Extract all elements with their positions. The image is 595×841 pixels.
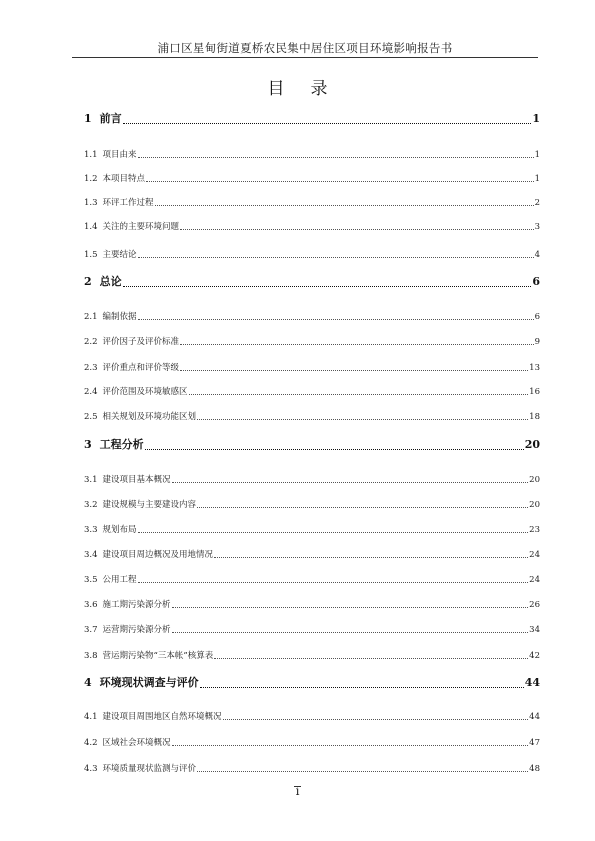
toc-dot-leader <box>123 123 532 124</box>
toc-section-entry[interactable] <box>84 649 540 661</box>
toc-entry-title: 评价因子及评价标准 <box>102 337 180 347</box>
toc-entry-number: 3.1 <box>84 475 98 485</box>
toc-dot-leader <box>200 687 524 688</box>
toc-entry-title: 编制依据 <box>102 312 137 322</box>
toc-dot-leader <box>180 229 534 230</box>
toc-section-entry[interactable] <box>84 523 540 535</box>
toc-entry-title: 营运期污染物“三本帐”核算表 <box>102 651 214 661</box>
toc-title: 目录 <box>267 79 354 99</box>
toc-entry-title: 工程分析 <box>99 438 144 451</box>
toc-entry-page: 44 <box>529 712 540 722</box>
toc-entry-number: 4.3 <box>84 764 98 774</box>
toc-entry-title: 环评工作过程 <box>102 198 154 208</box>
toc-entry-page: 20 <box>529 475 540 485</box>
toc-section-entry[interactable] <box>84 248 540 260</box>
toc-section-entry[interactable] <box>84 385 540 397</box>
toc-section-entry[interactable] <box>84 548 540 560</box>
toc-dot-leader <box>189 394 529 395</box>
toc-entry-number: 2.4 <box>84 387 98 397</box>
toc-section-entry[interactable] <box>84 410 540 422</box>
toc-entry-page: 1 <box>532 112 540 125</box>
toc-entry-page: 26 <box>529 600 540 610</box>
toc-entry-number: 1.2 <box>84 174 98 184</box>
toc-entry-title: 施工期污染源分析 <box>102 600 171 610</box>
toc-dot-leader <box>180 370 528 371</box>
toc-entry-page: 42 <box>529 651 540 661</box>
toc-entry-title: 主要结论 <box>102 250 137 260</box>
page-number: i <box>295 784 300 798</box>
toc-dot-leader <box>172 607 529 608</box>
toc-section-entry[interactable] <box>84 598 540 610</box>
toc-section-entry[interactable] <box>84 498 540 510</box>
toc-section-entry[interactable] <box>84 361 540 373</box>
toc-entry-page: 24 <box>529 550 540 560</box>
toc-entry-title: 建设项目周边概况及用地情况 <box>102 550 214 560</box>
toc-dot-leader <box>138 532 529 533</box>
toc-dot-leader <box>172 632 529 633</box>
toc-dot-leader <box>214 658 528 659</box>
toc-entry-title: 前言 <box>99 112 122 125</box>
toc-entry-title: 建设规模与主要建设内容 <box>102 500 197 510</box>
toc-section-entry[interactable] <box>84 335 540 347</box>
toc-entry-page: 44 <box>524 676 540 689</box>
toc-entry-page: 20 <box>529 500 540 510</box>
toc-entry-title: 评价范围及环境敏感区 <box>102 387 188 397</box>
toc-chapter-entry[interactable] <box>84 110 540 126</box>
toc-entry-number: 2.3 <box>84 363 98 373</box>
toc-entry-number: 3.3 <box>84 525 98 535</box>
toc-entry-title: 区域社会环境概况 <box>102 738 171 748</box>
toc-dot-leader <box>138 157 534 158</box>
toc-dot-leader <box>214 557 528 558</box>
toc-entry-title: 评价重点和评价等级 <box>102 363 180 373</box>
toc-entry-title: 环境现状调查与评价 <box>99 676 199 689</box>
toc-entry-number: 3.2 <box>84 500 98 510</box>
toc-entry-number: 1.4 <box>84 222 98 232</box>
toc-section-entry[interactable] <box>84 148 540 160</box>
toc-section-entry[interactable] <box>84 762 540 774</box>
toc-entry-title: 运营期污染源分析 <box>102 625 171 635</box>
toc-section-entry[interactable] <box>84 736 540 748</box>
toc-entry-number: 1 <box>84 112 92 125</box>
toc-entry-number: 2.2 <box>84 337 98 347</box>
toc-dot-leader <box>223 719 529 720</box>
toc-entry-page: 16 <box>529 387 540 397</box>
toc-entry-number: 3.6 <box>84 600 98 610</box>
toc-entry-number: 4 <box>84 676 92 689</box>
toc-entry-number: 4.1 <box>84 712 98 722</box>
toc-entry-page: 13 <box>529 363 540 373</box>
toc-entry-title: 建设项目基本概况 <box>102 475 171 485</box>
toc-dot-leader <box>123 286 532 287</box>
toc-dot-leader <box>172 745 529 746</box>
toc-entry-number: 2 <box>84 275 92 288</box>
toc-entry-page: 1 <box>534 174 540 184</box>
toc-section-entry[interactable] <box>84 473 540 485</box>
toc-entry-title: 环境质量现状监测与评价 <box>102 764 197 774</box>
toc-entry-number: 1.1 <box>84 150 98 160</box>
toc-entry-number: 3.7 <box>84 625 98 635</box>
toc-chapter-entry[interactable] <box>84 273 540 289</box>
toc-dot-leader <box>155 205 534 206</box>
toc-entry-page: 34 <box>529 625 540 635</box>
toc-dot-leader <box>197 507 528 508</box>
toc-dot-leader <box>172 482 529 483</box>
toc-entry-page: 6 <box>532 275 540 288</box>
page-number-overbar <box>294 786 301 787</box>
toc-entry-title: 本项目特点 <box>102 174 146 184</box>
toc-entry-page: 23 <box>529 525 540 535</box>
toc-entry-number: 3.4 <box>84 550 98 560</box>
toc-entry-number: 3 <box>84 438 92 451</box>
toc-entry-page: 6 <box>534 312 540 322</box>
toc-entry-page: 18 <box>529 412 540 422</box>
toc-dot-leader <box>138 319 534 320</box>
toc-section-entry[interactable] <box>84 172 540 184</box>
toc-entry-page: 47 <box>529 738 540 748</box>
toc-entry-page: 4 <box>534 250 540 260</box>
toc-entry-number: 2.1 <box>84 312 98 322</box>
toc-entry-number: 1.3 <box>84 198 98 208</box>
toc-entry-page: 1 <box>534 150 540 160</box>
toc-section-entry[interactable] <box>84 573 540 585</box>
toc-entry-page: 48 <box>529 764 540 774</box>
toc-dot-leader <box>138 257 534 258</box>
toc-entry-title: 规划布局 <box>102 525 137 535</box>
toc-entry-page: 3 <box>534 222 540 232</box>
toc-entry-page: 24 <box>529 575 540 585</box>
toc-dot-leader <box>197 771 528 772</box>
toc-entry-page: 2 <box>534 198 540 208</box>
toc-dot-leader <box>146 181 534 182</box>
toc-section-entry[interactable] <box>84 623 540 635</box>
toc-entry-number: 3.5 <box>84 575 98 585</box>
toc-dot-leader <box>145 449 524 450</box>
toc-chapter-entry[interactable] <box>84 674 540 690</box>
toc-entry-page: 20 <box>524 438 540 451</box>
toc-entry-title: 关注的主要环境问题 <box>102 222 180 232</box>
toc-chapter-entry[interactable] <box>84 436 540 452</box>
toc-entry-number: 4.2 <box>84 738 98 748</box>
toc-entry-title: 项目由来 <box>102 150 137 160</box>
toc-list <box>84 0 540 841</box>
toc-entry-number: 1.5 <box>84 250 98 260</box>
toc-section-entry[interactable] <box>84 196 540 208</box>
toc-entry-number: 3.8 <box>84 651 98 661</box>
toc-entry-number: 2.5 <box>84 412 98 422</box>
toc-entry-title: 总论 <box>99 275 122 288</box>
toc-entry-title: 相关规划及环境功能区划 <box>102 412 197 422</box>
toc-section-entry[interactable] <box>84 220 540 232</box>
toc-entry-title: 建设项目周围地区自然环境概况 <box>102 712 222 722</box>
toc-entry-title: 公用工程 <box>102 575 137 585</box>
toc-section-entry[interactable] <box>84 310 540 322</box>
page-header: 浦口区星甸街道夏桥农民集中居住区项目环境影响报告书 <box>157 41 453 55</box>
toc-entry-page: 9 <box>534 337 540 347</box>
toc-dot-leader <box>138 582 529 583</box>
toc-dot-leader <box>197 419 528 420</box>
toc-section-entry[interactable] <box>84 710 540 722</box>
toc-dot-leader <box>180 344 534 345</box>
